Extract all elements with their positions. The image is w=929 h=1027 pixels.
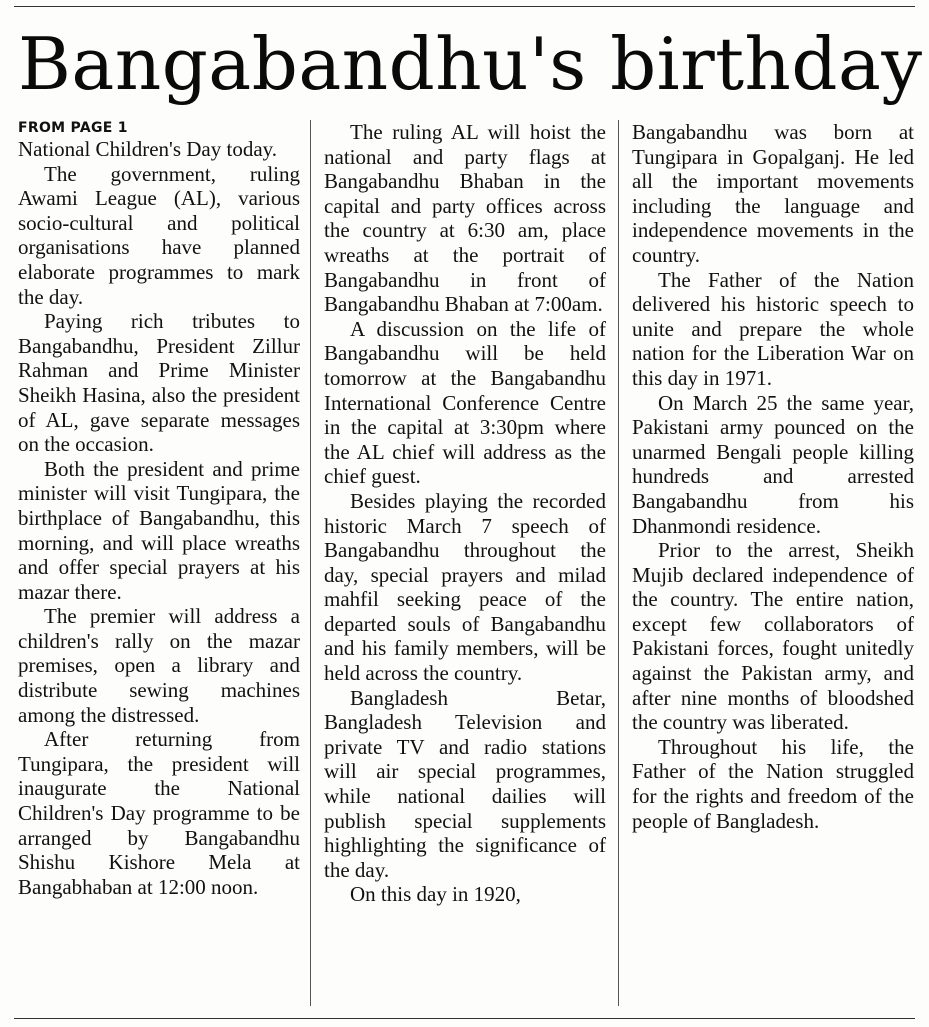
paragraph: National Children's Day today. [18, 137, 278, 161]
column-divider [310, 120, 311, 1006]
top-rule [14, 6, 915, 7]
paragraph: Bangladesh Betar, Bangladesh Television and private TV and radio stations will air special programmes, while national dailies will publish special supplements highlighting the significance of the day. [324, 685, 606, 882]
paragraph: The Father of the Nation delivered his historic speech to unite and prepare the whole nation for the Liberation War on this day in 1971. [632, 267, 914, 390]
article-column-1 [18, 120, 300, 899]
article-column-2 [324, 120, 606, 907]
paragraph: The government, ruling Awami League (AL), various socio-cultural and political organisations have planned elaborate programmes to mark the day. [18, 161, 300, 309]
paragraph: Paying rich tributes to Bangabandhu, President Zillur Rahman and Prime Minister Sheikh Hasina, also the president of AL, gave separate messages on the occasion. [18, 309, 300, 457]
column-divider [618, 120, 619, 1006]
paragraph: The premier will address a children's rally on the mazar premises, open a library and distribute sewing machines among the distressed. [18, 604, 300, 727]
paragraph: After returning from Tungipara, the president will inaugurate the National Children's Day programme to be arranged by Bangabandhu Shishu Kishore Mela at Bangabhaban at 12:00 noon. [18, 727, 300, 899]
continuation-kicker: FROM PAGE 1 [18, 120, 128, 136]
paragraph: On March 25 the same year, Pakistani army pounced on the unarmed Bengali people killing hundreds and arrested Bangabandhu from his Dhanmondi residence. [632, 390, 914, 538]
paragraph: Bangabandhu was born at Tungipara in Gopalganj. He led all the important movements including the language and independence movements in the country. [632, 120, 914, 267]
paragraph: A discussion on the life of Bangabandhu will be held tomorrow at the Bangabandhu International Conference Centre in the capital at 3:30pm where the AL chief will address as the chief guest. [324, 316, 606, 489]
headline: Bangabandhu's birthday [18, 22, 923, 106]
paragraph: Prior to the arrest, Sheikh Mujib declared independence of the country. The entire nation, except few collaborators of Pakistani forces, fought unitedly against the Pakistan army, and after nine months of bloodshed the country was liberated. [632, 538, 914, 735]
paragraph: Throughout his life, the Father of the Nation struggled for the rights and freedom of the people of Bangladesh. [632, 734, 914, 833]
bottom-rule [14, 1018, 915, 1019]
paragraph: Besides playing the recorded historic March 7 speech of Bangabandhu throughout the day, special prayers and milad mahfil seeking peace of the departed souls of Bangabandhu and his family members, will be held across the country. [324, 488, 606, 686]
paragraph: On this day in 1920, [350, 882, 521, 907]
paragraph: Both the president and prime minister will visit Tungipara, the birthplace of Bangabandhu, this morning, and will place wreaths and offer special prayers at his mazar there. [18, 456, 300, 604]
article-column-3 [632, 120, 914, 833]
paragraph: The ruling AL will hoist the national and party flags at Bangabandhu Bhaban in the capital and party offices across the country at 6:30 am, place wreaths at the portrait of Bangabandhu in front of Bangabandhu Bhaban at 7:00am. [324, 120, 606, 317]
